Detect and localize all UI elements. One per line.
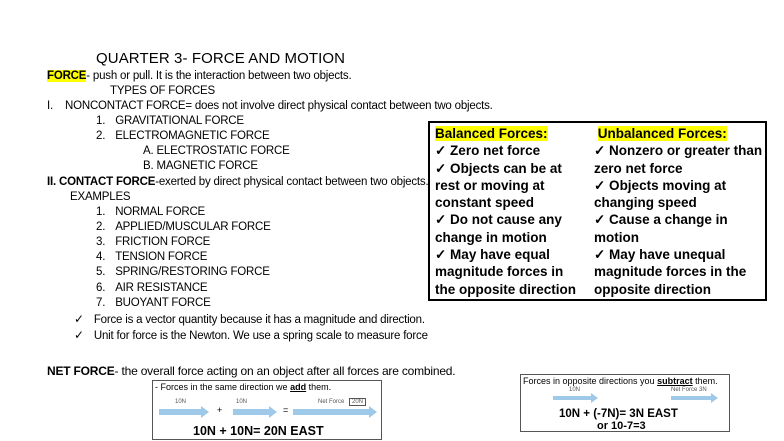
- balanced-line: ✓ Do not cause any: [435, 212, 562, 228]
- list-item: [96, 265, 270, 279]
- list-item: [96, 250, 207, 264]
- balanced-line: the opposite direction: [435, 281, 577, 297]
- list-item: [96, 296, 211, 310]
- list-item: [96, 281, 207, 295]
- unbalanced-line: ✓ Objects moving at: [594, 177, 727, 193]
- list-number: 7.: [96, 297, 106, 309]
- check-icon: ✓: [74, 312, 84, 326]
- list-item: [96, 129, 269, 143]
- noncontact-numeral: I.: [47, 100, 53, 112]
- unbalanced-line: ✓ Nonzero or greater than: [594, 143, 763, 159]
- force-arrows: [157, 405, 379, 419]
- noncontact-text: = does not involve direct physical contact between two objects.: [185, 100, 493, 112]
- list-item: [96, 114, 244, 128]
- list-label: AIR RESISTANCE: [115, 282, 208, 294]
- force-definition: [47, 69, 351, 83]
- list-label: SPRING/RESTORING FORCE: [115, 266, 270, 278]
- net-force-term: NET FORCE: [47, 364, 115, 378]
- opposite-direction-equation-alt: or 10-7=3: [597, 420, 646, 432]
- equals-sign: =: [283, 405, 289, 415]
- sub-item: B. MAGNETIC FORCE: [143, 160, 258, 172]
- check-text: Force is a vector quantity because it has a magnitude and direction.: [93, 314, 425, 326]
- net-force-label: Net Force: [318, 399, 345, 405]
- caption-text: - Forces in the same direction we: [155, 382, 291, 392]
- caption-bold: add: [290, 382, 307, 392]
- figure-caption: [155, 382, 331, 393]
- caption-text-end: them.: [692, 376, 718, 386]
- unbalanced-heading: Unbalanced Forces:: [597, 126, 727, 141]
- list-item: [96, 205, 205, 219]
- page-title: QUARTER 3- FORCE AND MOTION: [96, 50, 346, 67]
- same-direction-equation: 10N + 10N= 20N EAST: [193, 424, 324, 438]
- unbalanced-column: [594, 125, 762, 298]
- check-note: [74, 312, 425, 327]
- check-note: [74, 328, 428, 343]
- check-icon: ✓: [74, 328, 84, 342]
- arrow-icon: [159, 406, 209, 418]
- list-number: 1.: [96, 115, 106, 127]
- list-label: GRAVITATIONAL FORCE: [115, 115, 244, 127]
- balanced-unbalanced-box: [428, 121, 767, 301]
- list-number: 2.: [96, 130, 106, 142]
- balanced-line: ✓ Objects can be at: [435, 160, 562, 176]
- arrow-icon: [671, 393, 718, 403]
- sub-item: A. ELECTROSTATIC FORCE: [143, 145, 290, 157]
- list-number: 5.: [96, 266, 106, 278]
- caption-bold: subtract: [657, 376, 693, 386]
- balanced-column: [435, 125, 576, 298]
- list-item: [96, 220, 271, 234]
- list-label: TENSION FORCE: [115, 251, 208, 263]
- unbalanced-line: ✓ May have unequal: [594, 247, 726, 263]
- contact-text: -exerted by direct physical contact between two objects.: [155, 176, 429, 188]
- list-number: 1.: [96, 206, 106, 218]
- examples-label: EXAMPLES: [70, 191, 131, 203]
- list-number: 2.: [96, 221, 106, 233]
- arrow-icon: [233, 406, 277, 418]
- caption-text-end: them.: [306, 382, 332, 392]
- arrow-icon: [553, 393, 598, 403]
- balanced-line: magnitude forces in: [435, 264, 564, 280]
- plus-sign: +: [217, 405, 223, 415]
- balanced-line: change in motion: [435, 229, 547, 245]
- unbalanced-line: magnitude forces in the: [594, 264, 747, 280]
- net-force-value: 20N: [349, 398, 366, 406]
- balanced-line: ✓ May have equal: [435, 247, 550, 263]
- opposite-direction-equation: 10N + (-7N)= 3N EAST: [559, 408, 678, 420]
- list-number: 3.: [96, 236, 106, 248]
- net-force-definition: [47, 364, 455, 378]
- arrow-icon: [293, 406, 377, 418]
- noncontact-heading: [47, 99, 493, 113]
- same-direction-figure: [152, 380, 382, 440]
- force-label: 10N: [569, 387, 581, 393]
- contact-heading: [47, 175, 428, 189]
- figure-caption: [523, 376, 718, 387]
- force-arrows: [551, 392, 721, 404]
- list-number: 6.: [96, 282, 106, 294]
- unbalanced-line: opposite direction: [594, 281, 712, 297]
- unbalanced-line: changing speed: [594, 195, 697, 211]
- net-force-label: Net Force 3N: [671, 387, 707, 393]
- balanced-line: rest or moving at: [435, 177, 545, 193]
- list-label: NORMAL FORCE: [115, 206, 206, 218]
- force-label: 10N: [236, 399, 248, 405]
- list-label: BUOYANT FORCE: [115, 297, 211, 309]
- caption-text: Forces in opposite directions you: [523, 376, 658, 386]
- force-label: 10N: [175, 399, 187, 405]
- balanced-line: constant speed: [435, 195, 535, 211]
- contact-numeral: II.: [47, 176, 56, 188]
- list-item: [96, 235, 210, 249]
- contact-term: CONTACT FORCE: [59, 176, 156, 188]
- list-label: APPLIED/MUSCULAR FORCE: [115, 221, 271, 233]
- force-term: FORCE: [47, 70, 87, 82]
- check-text: Unit for force is the Newton. We use a spring scale to measure force: [93, 330, 428, 342]
- opposite-direction-figure: [520, 374, 730, 432]
- unbalanced-line: zero net force: [594, 160, 683, 176]
- unbalanced-line: ✓ Cause a change in: [594, 212, 728, 228]
- list-label: FRICTION FORCE: [115, 236, 211, 248]
- force-text: - push or pull. It is the interaction between two objects.: [86, 70, 352, 82]
- list-number: 4.: [96, 251, 106, 263]
- balanced-heading: Balanced Forces:: [435, 126, 548, 141]
- types-heading: TYPES OF FORCES: [110, 85, 215, 97]
- noncontact-term: NONCONTACT FORCE: [64, 100, 186, 112]
- list-label: ELECTROMAGNETIC FORCE: [115, 130, 270, 142]
- unbalanced-line: motion: [594, 229, 639, 245]
- balanced-line: ✓ Zero net force: [435, 143, 541, 159]
- net-force-text: - the overall force acting on an object after all forces are combined.: [114, 364, 456, 378]
